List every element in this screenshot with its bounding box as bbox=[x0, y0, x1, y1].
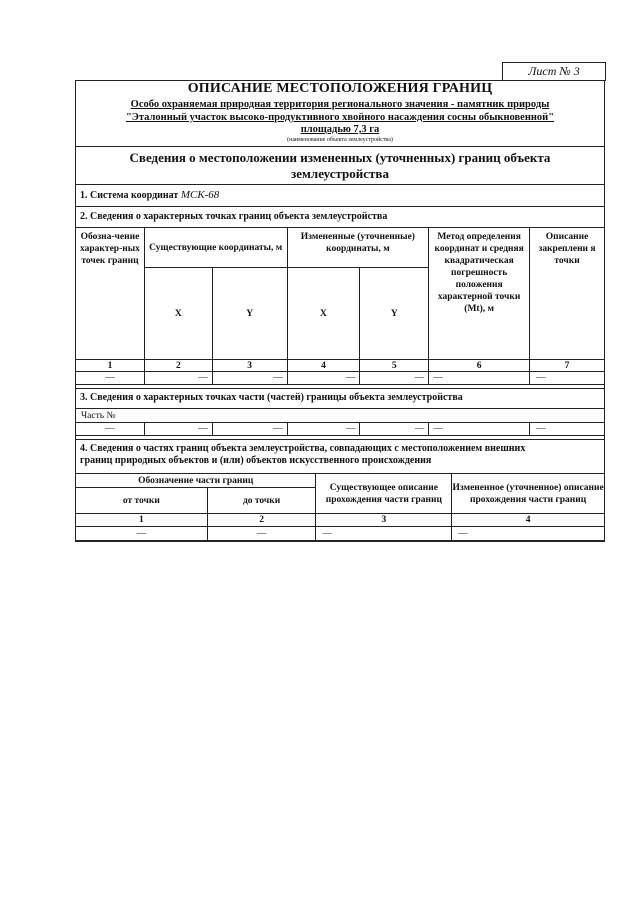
col-existing-description: Существующее описание прохождения части границ bbox=[316, 474, 452, 514]
empty-cell: — bbox=[76, 423, 145, 436]
divider bbox=[75, 388, 605, 389]
empty-cell: — bbox=[76, 527, 208, 541]
section-heading-line-2: землеустройства bbox=[291, 166, 389, 181]
empty-cell: — bbox=[452, 527, 605, 541]
coordinate-system-value: МСК-68 bbox=[180, 189, 220, 201]
empty-cell: — bbox=[287, 423, 360, 436]
col-description: Описание закреплени я точки bbox=[530, 228, 605, 360]
characteristic-points-table bbox=[75, 227, 605, 385]
empty-cell: — bbox=[360, 423, 429, 436]
column-numbers-row bbox=[76, 360, 605, 372]
subtitle-line-2: "Эталонный участок высоко-продуктивного хвойного насаждения сосны обыкновенной" bbox=[125, 112, 555, 123]
subtitle-line-3: площадью 7,3 га bbox=[300, 124, 380, 135]
subtitle-line-1: Особо охраняемая природная территория регионального значения - памятник природы bbox=[130, 99, 550, 110]
section-heading-line-1: Сведения о местоположении измененных (уточненных) границ объекта bbox=[129, 150, 551, 165]
col-changed-y: Y bbox=[360, 268, 429, 360]
empty-cell: — bbox=[530, 423, 605, 436]
sheet-number: Лист № 3 bbox=[502, 62, 606, 81]
column-number: 1 bbox=[76, 360, 145, 372]
table-row bbox=[76, 527, 605, 541]
column-number: 3 bbox=[316, 514, 452, 527]
column-number: 4 bbox=[452, 514, 605, 527]
col-to-point: до точки bbox=[207, 488, 316, 514]
empty-cell: — bbox=[212, 372, 287, 385]
empty-cell: — bbox=[207, 527, 316, 541]
column-numbers-row bbox=[76, 514, 605, 527]
table-row bbox=[76, 423, 605, 436]
empty-cell: — bbox=[144, 423, 212, 436]
empty-cell: — bbox=[212, 423, 287, 436]
section-4-label-line-2: границ природных объектов и (или) объектов искусственного происхождения bbox=[80, 455, 432, 466]
column-number: 6 bbox=[429, 360, 530, 372]
col-changed-coordinates: Измененные (уточненные) координаты, м bbox=[287, 228, 429, 268]
column-number: 1 bbox=[76, 514, 208, 527]
table-row bbox=[76, 372, 605, 385]
divider bbox=[75, 146, 605, 147]
col-existing-coordinates: Существующие координаты, м bbox=[144, 228, 287, 268]
empty-cell: — bbox=[316, 527, 452, 541]
empty-cell: — bbox=[76, 372, 145, 385]
empty-cell: — bbox=[144, 372, 212, 385]
col-method: Метод определения координат и средняя квадратическая погрешность положения характерной точки (Mt), м bbox=[429, 228, 530, 360]
part-points-table bbox=[75, 408, 605, 436]
col-point-designation: Обозна-чение характер-ных точек границ bbox=[76, 228, 145, 360]
col-from-point: от точки bbox=[76, 488, 208, 514]
col-changed-x: X bbox=[287, 268, 360, 360]
coordinate-system-label: 1. Система координат bbox=[80, 190, 181, 201]
empty-cell: — bbox=[287, 372, 360, 385]
section-4-label bbox=[80, 443, 600, 467]
col-existing-y: Y bbox=[212, 268, 287, 360]
boundary-parts-table bbox=[75, 473, 605, 541]
empty-cell: — bbox=[429, 372, 530, 385]
column-number: 4 bbox=[287, 360, 360, 372]
empty-cell: — bbox=[360, 372, 429, 385]
part-number-label: Часть № bbox=[76, 409, 605, 423]
column-number: 2 bbox=[144, 360, 212, 372]
divider bbox=[75, 206, 605, 207]
section-heading bbox=[75, 150, 605, 182]
section-3-label: 3. Сведения о характерных точках части (частей) границы объекта землеустройства bbox=[80, 392, 463, 403]
document-title: ОПИСАНИЕ МЕСТОПОЛОЖЕНИЯ ГРАНИЦ bbox=[187, 81, 493, 96]
column-number: 3 bbox=[212, 360, 287, 372]
column-number: 5 bbox=[360, 360, 429, 372]
section-1-label bbox=[80, 189, 219, 201]
col-changed-description: Измененное (уточненное) описание прохождения части границ bbox=[452, 474, 605, 514]
subtitle-caption: (наименование объекта землеустройства) bbox=[287, 137, 393, 143]
empty-cell: — bbox=[530, 372, 605, 385]
empty-cell: — bbox=[429, 423, 530, 436]
divider bbox=[75, 184, 605, 185]
divider bbox=[75, 439, 605, 440]
column-number: 7 bbox=[530, 360, 605, 372]
col-existing-x: X bbox=[144, 268, 212, 360]
section-2-label: 2. Сведения о характерных точках границ объекта землеустройства bbox=[80, 211, 388, 222]
section-4-label-line-1: 4. Сведения о частях границ объекта землеустройства, совпадающих с местоположением внешних bbox=[80, 443, 526, 454]
col-part-designation: Обозначение части границ bbox=[76, 474, 316, 488]
column-number: 2 bbox=[207, 514, 316, 527]
